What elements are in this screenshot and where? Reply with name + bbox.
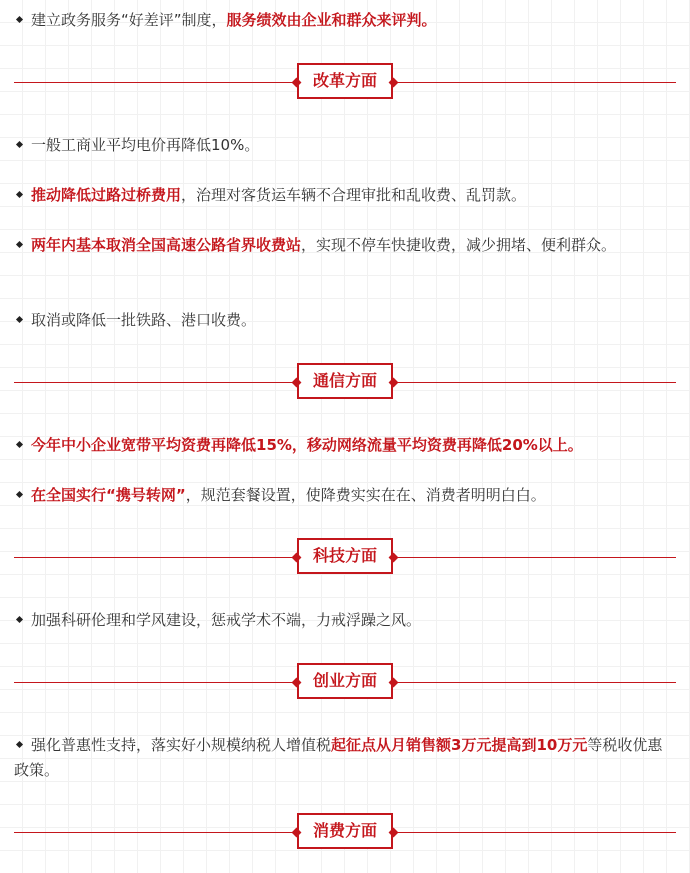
item-highlight: 服务绩效由企业和群众来评判。 xyxy=(226,11,437,29)
list-item xyxy=(14,733,676,783)
item-text: 加强科研伦理和学风建设，惩戒学术不端，力戒浮躁之风。 xyxy=(31,611,422,629)
diamond-right-icon xyxy=(389,378,399,388)
section-tag xyxy=(297,663,393,699)
section-divider-tech xyxy=(14,538,676,578)
section-title: 创业方面 xyxy=(312,671,377,690)
list-item xyxy=(14,8,676,33)
section-tag xyxy=(297,363,393,399)
bullet-diamond-icon xyxy=(16,240,23,247)
list-item xyxy=(14,608,676,633)
section-divider-telecom xyxy=(14,363,676,403)
list-item xyxy=(14,183,676,208)
item-text: 取消或降低一批铁路、港口收费。 xyxy=(31,311,257,329)
section-title: 通信方面 xyxy=(312,371,377,390)
section-title: 改革方面 xyxy=(312,71,377,90)
item-text: ，实现不停车快捷收费，减少拥堵、便利群众。 xyxy=(301,236,617,254)
item-highlight: 今年中小企业宽带平均资费再降低15%，移动网络流量平均资费再降低20%以上。 xyxy=(31,436,583,454)
diamond-left-icon xyxy=(292,78,302,88)
diamond-left-icon xyxy=(292,378,302,388)
section-tag xyxy=(297,538,393,574)
bullet-diamond-icon xyxy=(16,15,23,22)
item-text: 强化普惠性支持，落实好小规模纳税人增值税 xyxy=(31,736,332,754)
item-highlight: 两年内基本取消全国高速公路省界收费站 xyxy=(31,236,302,254)
section-title: 消费方面 xyxy=(312,821,377,840)
bullet-diamond-icon xyxy=(16,190,23,197)
list-item xyxy=(14,433,676,458)
section-title: 科技方面 xyxy=(312,546,377,565)
item-highlight: 在全国实行“携号转网” xyxy=(31,486,186,504)
bullet-diamond-icon xyxy=(16,440,23,447)
bullet-diamond-icon xyxy=(16,490,23,497)
item-text: ，规范套餐设置，使降费实实在在、消费者明明白白。 xyxy=(185,486,546,504)
item-highlight: 起征点从月销售额3万元提高到10万元 xyxy=(331,736,588,754)
diamond-left-icon xyxy=(292,828,302,838)
diamond-right-icon xyxy=(389,78,399,88)
diamond-left-icon xyxy=(292,678,302,688)
section-tag xyxy=(297,813,393,849)
bullet-diamond-icon xyxy=(16,615,23,622)
diamond-right-icon xyxy=(389,553,399,563)
section-tag xyxy=(297,63,393,99)
list-item xyxy=(14,233,676,258)
item-text: 建立政务服务“好差评”制度， xyxy=(31,11,227,29)
diamond-right-icon xyxy=(389,828,399,838)
item-text: ，治理对客货运车辆不合理审批和乱收费、乱罚款。 xyxy=(181,186,527,204)
bullet-diamond-icon xyxy=(16,740,23,747)
list-item xyxy=(14,133,676,158)
list-item xyxy=(14,308,676,333)
section-divider-startup xyxy=(14,663,676,703)
item-highlight: 推动降低过路过桥费用 xyxy=(31,186,182,204)
item-text: 一般工商业平均电价再降低10%。 xyxy=(31,136,260,154)
diamond-left-icon xyxy=(292,553,302,563)
section-divider-consumer xyxy=(14,813,676,853)
diamond-right-icon xyxy=(389,678,399,688)
section-divider-reform xyxy=(14,63,676,103)
bullet-diamond-icon xyxy=(16,315,23,322)
list-item xyxy=(14,483,676,508)
bullet-diamond-icon xyxy=(16,140,23,147)
item-text: 等税收优惠政策。 xyxy=(14,736,663,779)
